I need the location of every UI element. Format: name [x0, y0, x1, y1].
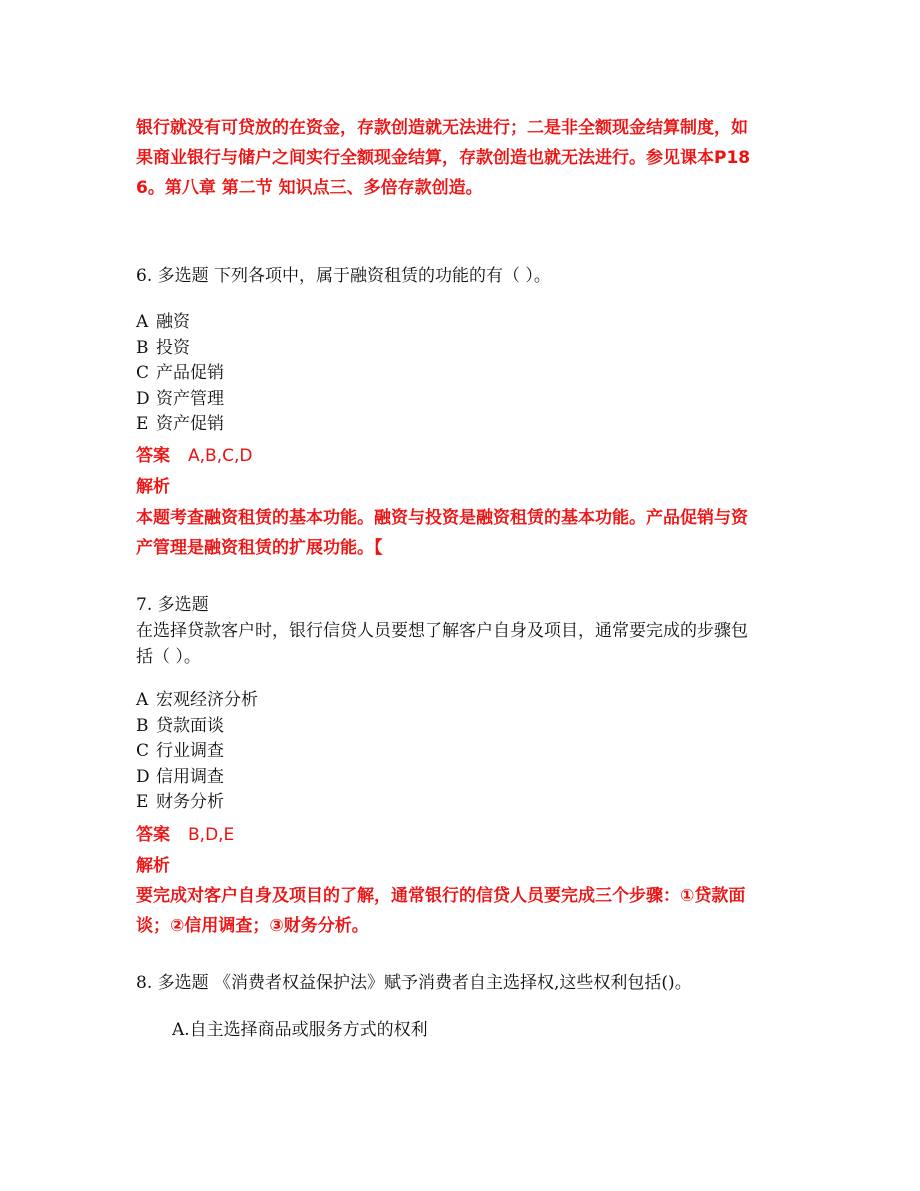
question-7-title — [136, 592, 748, 670]
question-8-title: 8. 多选题 《消费者权益保护法》赋予消费者自主选择权,这些权利包括()。 — [136, 973, 692, 993]
option-e: E 财务分析 — [136, 792, 224, 812]
option-a: A 融资 — [136, 312, 190, 332]
analysis-line: 本题考查融资租赁的基本功能。融资与投资是融资租赁的基本功能。产品促销与资 — [136, 508, 748, 528]
answer-value: B,D,E — [188, 825, 235, 845]
analysis-line: 要完成对客户自身及项目的了解，通常银行的信贷人员要完成三个步骤：①贷款面 — [136, 886, 746, 906]
analysis-line: 产管理是融资租赁的扩展功能。【 — [136, 538, 383, 558]
option-b: B 投资 — [136, 337, 190, 358]
question-7-analysis — [136, 881, 745, 941]
analysis-line: 谈；②信用调查；③财务分析。 — [136, 916, 369, 936]
question-7-answer — [136, 820, 234, 850]
option-a: A 宏观经济分析 — [136, 690, 258, 710]
option-d: D 资产管理 — [136, 388, 224, 409]
question-6-analysis-label: 解析 — [136, 477, 170, 497]
previous-explanation — [136, 113, 750, 203]
answer-value: A,B,C,D — [188, 446, 253, 466]
option-b: B 贷款面谈 — [136, 715, 224, 736]
option-d: D 信用调查 — [136, 766, 224, 787]
explanation-line: 6。第八章 第二节 知识点三、多倍存款创造。 — [136, 178, 483, 198]
question-6-title: 6. 多选题 下列各项中，属于融资租赁的功能的有（ ）。 — [136, 266, 551, 286]
question-6-analysis — [136, 503, 748, 563]
title-line: 在选择贷款客户时，银行信贷人员要想了解客户自身及项目，通常要完成的步骤包 — [136, 621, 748, 641]
option-c: C 产品促销 — [136, 363, 224, 383]
option-c: C 行业调查 — [136, 741, 224, 761]
question-7-analysis-label: 解析 — [136, 856, 170, 876]
question-7-options — [136, 688, 258, 816]
option-e: E 资产促销 — [136, 414, 224, 434]
question-8-option-a: A.自主选择商品或服务方式的权利 — [172, 1020, 428, 1040]
title-line: 括（ ）。 — [136, 647, 201, 667]
title-line: 7. 多选题 — [136, 595, 209, 615]
question-6-options — [136, 310, 224, 438]
explanation-line: 银行就没有可贷放的在资金，存款创造就无法进行；二是非全额现金结算制度，如 — [136, 118, 748, 138]
explanation-line: 果商业银行与储户之间实行全额现金结算，存款创造也就无法进行。参见课本P18 — [136, 148, 751, 168]
answer-label: 答案 — [136, 446, 170, 466]
answer-label: 答案 — [136, 825, 170, 845]
question-6-answer — [136, 441, 252, 471]
